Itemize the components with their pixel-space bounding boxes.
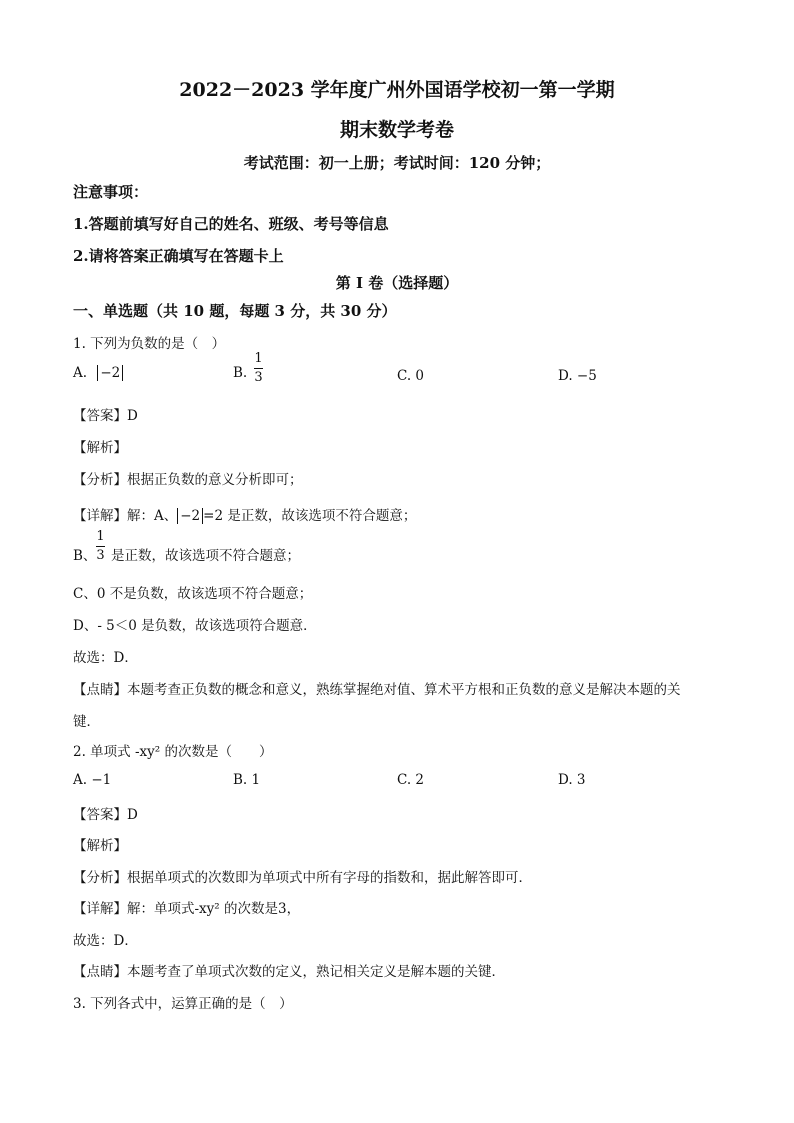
notice-item-1: 1.答题前填写好自己的姓名、班级、考号等信息 xyxy=(73,215,389,233)
q1-option-b-fraction xyxy=(254,352,263,385)
q1-b-line-text: 是正数，故该选项不符合题意； xyxy=(111,548,300,564)
q1-option-b-numerator: 1 xyxy=(254,351,263,366)
q1-fenxi: 【分析】根据正负数的意义分析即可； xyxy=(73,472,303,488)
q1-stem: 1. 下列为负数的是（ ） xyxy=(73,336,226,352)
q1-answer: 【答案】D xyxy=(73,408,138,424)
q1-option-d: D. −5 xyxy=(558,368,597,384)
q1-b-line-fraction xyxy=(96,530,105,563)
q2-comment: 【点睛】本题考查了单项式次数的定义，熟记相关定义是解本题的关键． xyxy=(73,964,505,980)
q1-option-a xyxy=(73,365,123,381)
q1-option-a-value: −2 xyxy=(97,365,123,381)
q3-stem: 3. 下列各式中，运算正确的是（ ） xyxy=(73,996,293,1012)
fraction-bar xyxy=(254,368,263,369)
q1-option-a-label: A. xyxy=(73,365,88,381)
q1-detail-prefix: 【详解】解：A、 xyxy=(73,508,178,524)
q1-option-c: C. 0 xyxy=(397,368,425,384)
exam-info: 考试范围：初一上册；考试时间：120 分钟； xyxy=(243,154,551,172)
q1-b-line-denominator: 3 xyxy=(96,548,105,563)
q1-d-line: D、- 5＜0 是负数，故该选项符合题意． xyxy=(73,618,317,634)
q1-detail-suffix: =2 是正数，故该选项不符合题意； xyxy=(203,508,417,524)
q2-option-b: B. 1 xyxy=(233,772,261,788)
q2-fenxi: 【分析】根据单项式的次数即为单项式中所有字母的指数和，据此解答即可． xyxy=(73,870,532,886)
q1-b-line-numerator: 1 xyxy=(96,529,105,544)
q2-detail: 【详解】解：单项式-xy² 的次数是3， xyxy=(73,901,301,917)
q1-comment-line2: 键． xyxy=(73,714,100,730)
q1-detail-abs: −2 xyxy=(177,508,203,524)
q2-option-c: C. 2 xyxy=(397,772,425,788)
q2-option-a: A. −1 xyxy=(73,772,112,788)
q2-choose: 故选：D． xyxy=(73,933,138,949)
q1-analysis: 【解析】 xyxy=(73,440,127,456)
q1-comment-line1: 【点睛】本题考查正负数的概念和意义，熟练掌握绝对值、算术平方根和正负数的意义是解决本题的关 xyxy=(73,682,681,698)
q1-option-b-denominator: 3 xyxy=(254,370,263,385)
exam-title-line1: 2022－2023 学年度广州外国语学校初一第一学期 xyxy=(179,79,615,101)
q2-option-d: D. 3 xyxy=(558,772,586,788)
notice-heading: 注意事项： xyxy=(73,183,149,201)
exam-title-line2: 期末数学考卷 xyxy=(339,119,454,141)
q1-b-line-label: B、 xyxy=(73,548,97,564)
q1-detail xyxy=(73,504,416,524)
q1-option-b-label: B. xyxy=(233,365,248,381)
fraction-bar xyxy=(96,546,105,547)
volume-heading: 第 I 卷（选择题） xyxy=(335,274,459,292)
notice-item-2: 2.请将答案正确填写在答题卡上 xyxy=(73,247,284,265)
q2-answer: 【答案】D xyxy=(73,807,138,823)
q1-c-line: C、0 不是负数，故该选项不符合题意； xyxy=(73,586,313,602)
q2-analysis: 【解析】 xyxy=(73,838,127,854)
q1-choose: 故选：D． xyxy=(73,650,138,666)
q2-stem: 2. 单项式 -xy² 的次数是（ ） xyxy=(73,744,273,760)
part1-heading: 一、单选题（共 10 题，每题 3 分，共 30 分） xyxy=(73,302,397,320)
